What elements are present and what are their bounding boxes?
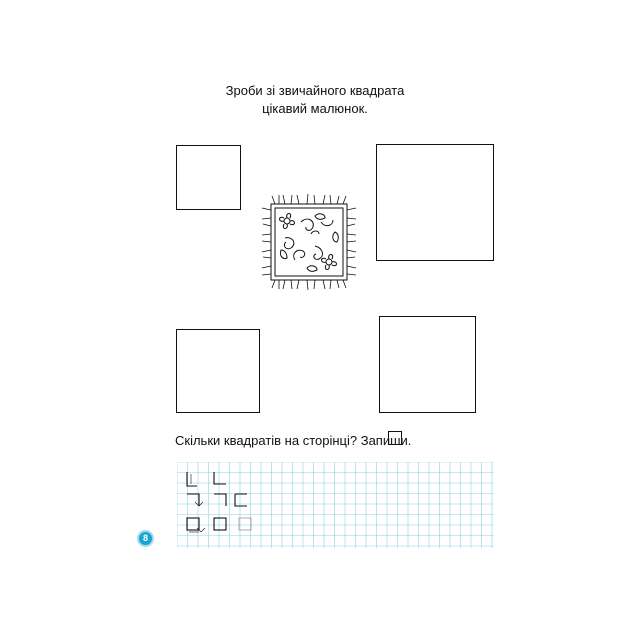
decorated-square-icon: [255, 188, 363, 296]
drawing-square-small[interactable]: [176, 145, 241, 210]
answer-box[interactable]: [388, 431, 402, 445]
drawing-square-medium-right[interactable]: [379, 316, 476, 413]
drawing-square-medium-left[interactable]: [176, 329, 260, 413]
instruction-line-2: цікавий малюнок.: [262, 101, 368, 116]
instruction-line-1: Зроби зі звичайного квадрата: [225, 83, 405, 98]
instruction-title: [0, 82, 630, 118]
page-number-badge: 8: [137, 530, 154, 547]
question-text: Скільки квадратів на сторінці? Запиши.: [175, 433, 412, 448]
drawing-square-large[interactable]: [376, 144, 494, 261]
practice-grid[interactable]: [177, 462, 494, 548]
